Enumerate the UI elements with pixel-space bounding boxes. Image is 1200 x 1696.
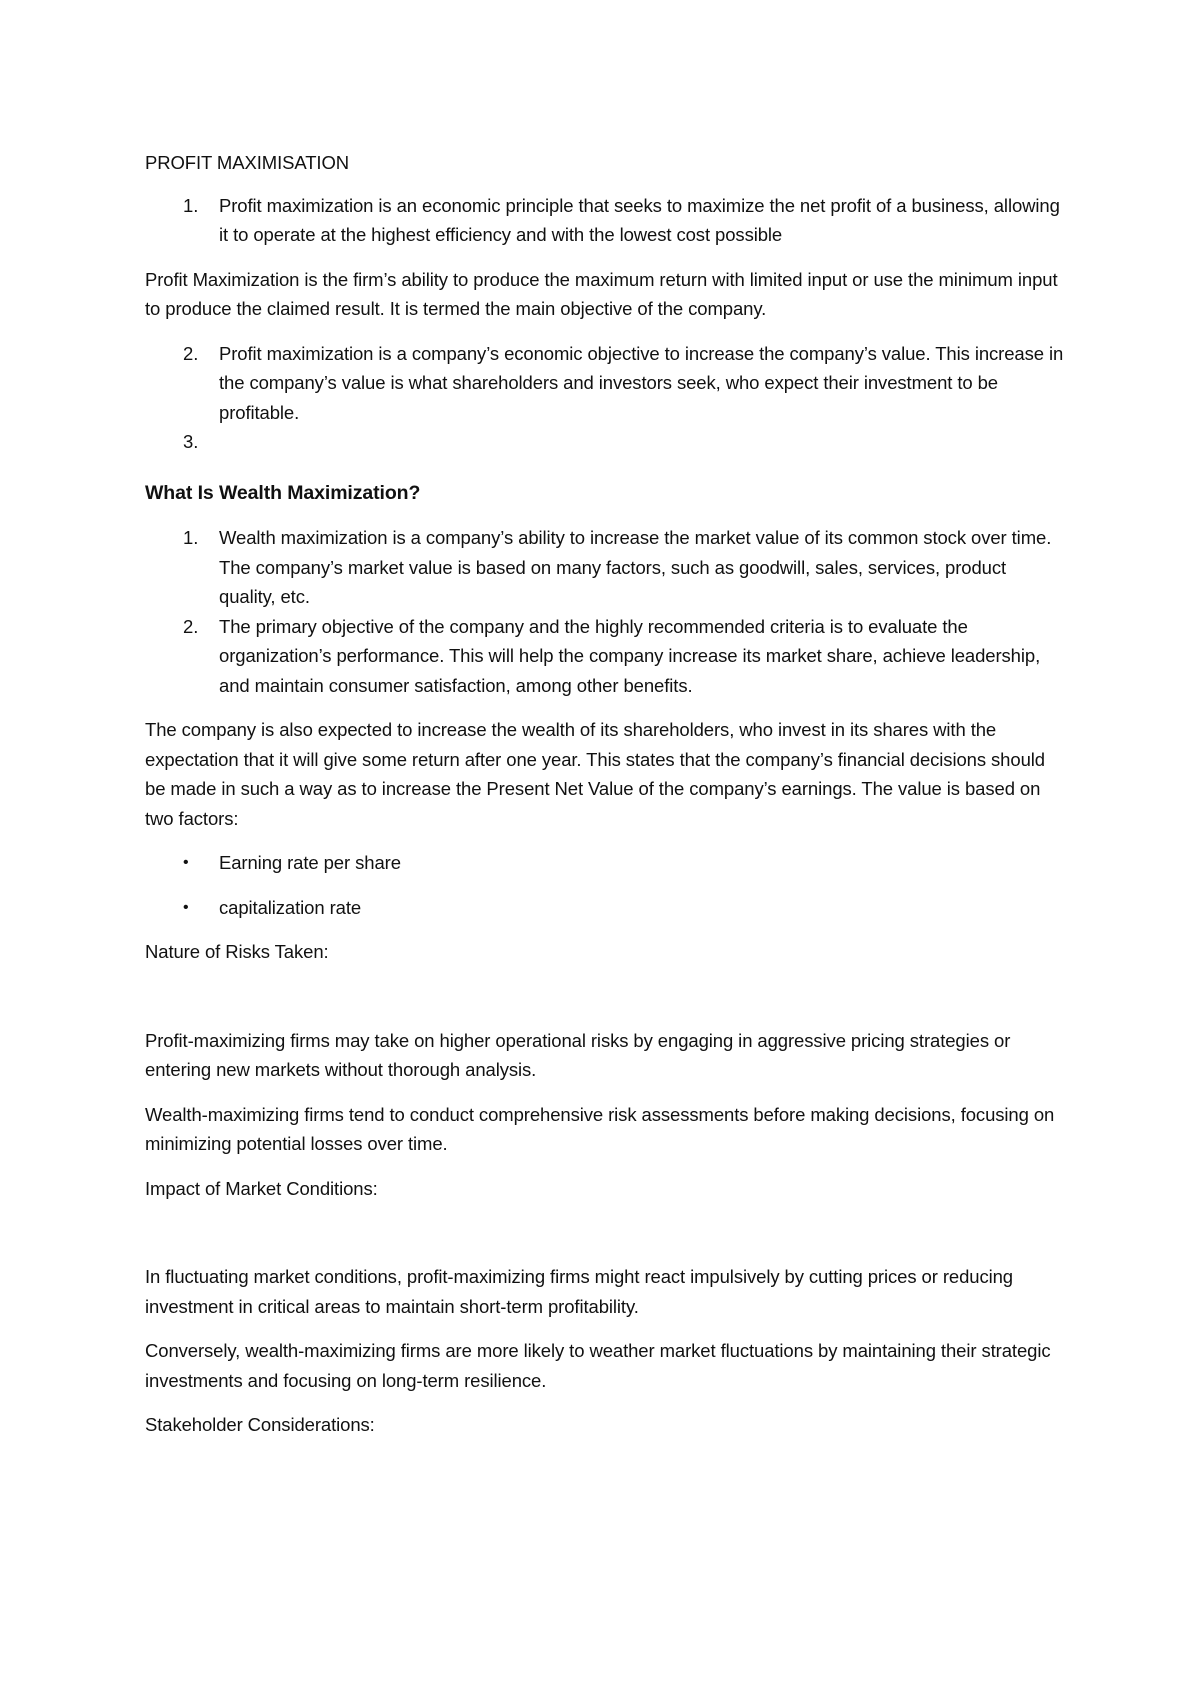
risks-paragraph-wealth: Wealth-maximizing firms tend to conduct comprehensive risk assessments before making decisions, focusing on minimizing potential losses over time. [145,1103,1055,1154]
list-item-text: Profit maximization is an economic principle that seeks to maximize the net profit of a business, allowing it to operate at the highest efficiency and with the lowest cost possible [219,194,1060,245]
bullet-icon: • [183,854,189,871]
section-label-stakeholders: Stakeholder Considerations: [145,1414,375,1435]
market-paragraph-wealth: Conversely, wealth-maximizing firms are more likely to weather market fluctuations by maintaining their strategic investments and focusing on long-term resilience. [145,1340,1051,1391]
list-item [145,427,1065,457]
bullet-text: capitalization rate [219,896,362,918]
section-label-market: Impact of Market Conditions: [145,1177,378,1199]
bullet-icon: • [183,898,189,916]
list-number: 2. [183,615,199,637]
profit-list-2 [145,339,1065,457]
list-item-text: Profit maximization is a company’s economic objective to increase the company’s value. This increase in the company’s value is what shareholders and investors seek, who expect their investment to be profitable. [219,342,1064,423]
list-item-text: The primary objective of the company and the highly recommended criteria is to evaluate the organization’s performance. This will help the company increase its market share, achieve leadership, and maintain consumer satisfaction, among other benefits. [219,615,1041,696]
list-item-text: Wealth maximization is a company’s ability to increase the market value of its common stock over time. The company’s market value is based on many factors, such as goodwill, sales, services, product quality, etc. [219,527,1052,607]
document-title: PROFIT MAXIMISATION [145,152,350,173]
list-number: 1. [183,194,199,216]
market-paragraph-profit: In fluctuating market conditions, profit-maximizing firms might react impulsively by cutting prices or reducing investment in critical areas to maintain short-term profitability. [145,1266,1013,1317]
wealth-list [145,523,1065,700]
list-number: 2. [183,342,199,364]
list-number: 3. [183,431,199,452]
profit-list-1 [145,191,1065,250]
list-item [145,523,1065,612]
list-number: 1. [183,527,199,548]
wealth-paragraph: The company is also expected to increase the wealth of its shareholders, who invest in its shares with the expectation that it will give some return after one year. This states that the company’s financial decisions should be made in such a way as to increase the Present Net Value of the company’s earnings. The value is based on two factors: [145,719,1045,829]
bullet-item [145,848,1065,878]
document-body [145,148,1065,1455]
profit-definition-paragraph: Profit Maximization is the firm’s ability to produce the maximum return with limited input or use the minimum input to produce the claimed result. It is termed the main objective of the company. [145,268,1058,319]
bullet-item [145,893,1065,923]
bullet-text: Earning rate per share [219,852,401,873]
list-item [145,612,1065,701]
list-item [145,191,1065,250]
factors-list [145,848,1065,922]
risks-paragraph-profit: Profit-maximizing firms may take on higher operational risks by engaging in aggressive pricing strategies or entering new markets without thorough analysis. [145,1029,1011,1080]
section-label-risks: Nature of Risks Taken: [145,941,329,962]
list-item [145,339,1065,428]
section-heading: What Is Wealth Maximization? [145,481,421,504]
